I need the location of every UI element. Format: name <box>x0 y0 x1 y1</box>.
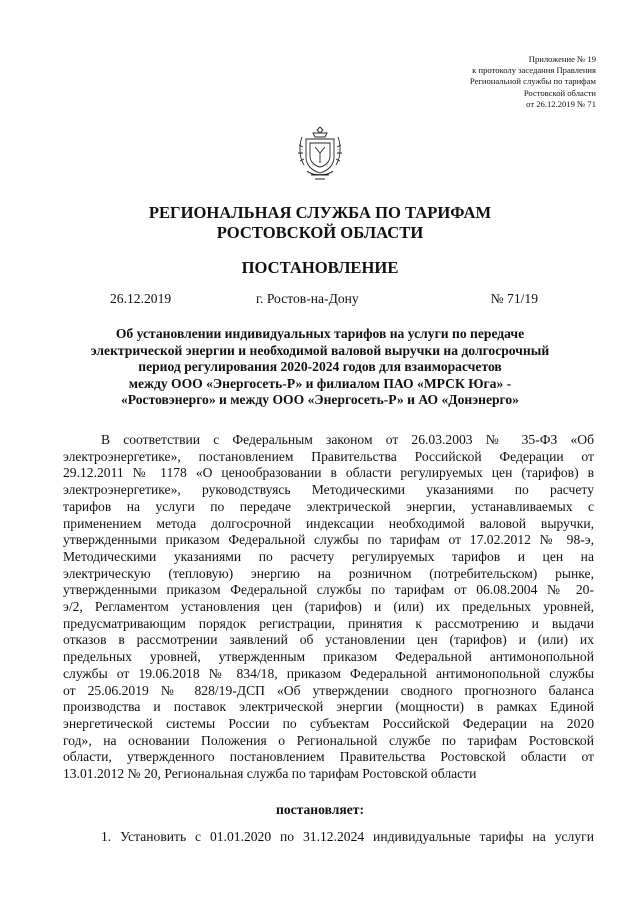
paragraph-line: электроэнергетике», руководствуясь Методическими указаниями по расчету <box>63 482 594 498</box>
paragraph-line: службы от 19.06.2018 № 834/18, приказом Федеральной антимонопольной службы <box>63 665 594 681</box>
coat-of-arms-icon <box>297 125 343 183</box>
subject-line: между ООО «Энергосеть-Р» и филиалом ПАО «МРСК Юга» - <box>128 375 512 391</box>
subject-line: «Ростовэнерго» и между ООО «Энергосеть-Р» и АО «Донэнерго» <box>121 392 519 408</box>
appendix-note <box>470 54 596 110</box>
resolve-label: постановляет: <box>276 802 364 817</box>
paragraph-line: 29.12.2011 № 1178 «О ценообразовании в области регулируемых цен (тарифов) в <box>63 465 594 481</box>
organization-name <box>0 203 640 243</box>
paragraph-line: отказов в рассмотрении заявлений об установлении цен (тарифов) и (или) их <box>63 632 594 648</box>
appendix-line: Приложение № 19 <box>528 54 596 64</box>
document-type: ПОСТАНОВЛЕНИЕ <box>241 258 399 277</box>
paragraph-line: утвержденными приказом Федеральной службы по тарифам от 17.02.2012 № 98-э, <box>63 532 594 548</box>
organization-line: РЕГИОНАЛЬНАЯ СЛУЖБА ПО ТАРИФАМ <box>148 203 492 222</box>
paragraph-line: 13.01.2012 № 20, Региональная служба по тарифам Ростовской области <box>63 766 477 782</box>
paragraph-line: В соответствии с Федеральным законом от 26.03.2003 № 35-ФЗ «Об <box>101 432 594 447</box>
appendix-line: Региональной службы по тарифам <box>469 76 596 87</box>
organization-line: РОСТОВСКОЙ ОБЛАСТИ <box>216 223 424 242</box>
paragraph-line: утвержденными приказом Федеральной службы по тарифам от 06.08.2004 № 20- <box>63 582 594 598</box>
paragraph-line: области, утвержденного постановлением Правительства Ростовской области от <box>63 749 594 765</box>
subject-line: период регулирования 2020-2024 годов для взаиморасчетов <box>138 359 502 375</box>
document-subject <box>55 326 585 409</box>
paragraph-line: применением метода долгосрочной индексации необходимой валовой выручки, <box>63 515 594 531</box>
subject-line: Об установлении индивидуальных тарифов на услуги по передаче <box>115 326 525 341</box>
document-city: г. Ростов-на-Дону <box>256 291 359 306</box>
document-date: 26.12.2019 <box>110 291 172 306</box>
appendix-line: от 26.12.2019 № 71 <box>526 98 596 109</box>
paragraph-line: Методическими указаниями по расчету регулируемых тарифов и цен на <box>63 548 594 564</box>
document-number: № 71/19 <box>490 291 538 306</box>
preamble-paragraph <box>63 432 594 783</box>
paragraph-line: от 25.06.2019 № 828/19-ДСП «Об утверждении сводного прогнозного баланса <box>63 682 594 698</box>
appendix-line: Ростовской области <box>523 87 596 98</box>
paragraph-line: год», на основании Положения о Региональной службе по тарифам Ростовской <box>63 732 594 748</box>
subject-line: электрической энергии и необходимой валовой выручки на долгосрочный <box>90 342 550 358</box>
appendix-line: к протоколу заседания Правления <box>472 65 596 76</box>
paragraph-line: электроэнергетике», постановлением Правительства Российской Федерации от <box>63 448 594 464</box>
paragraph-line: энергетической системы России по субъектам Российской Федерации на 2020 <box>63 715 594 731</box>
paragraph-line: предусматривающим порядок регистрации, принятия к рассмотрению и выдачи <box>63 615 594 631</box>
paragraph-line: производства и поставок электрической энергии (мощности) в рамках Единой <box>63 699 594 715</box>
paragraph-line: предельных уровней, утвержденным приказом Федеральной антимонопольной <box>63 649 594 665</box>
paragraph-line: электрическую (тепловую) энергию на розничном (потребительском) рынке, <box>63 565 594 581</box>
resolution-item-1: 1. Установить с 01.01.2020 по 31.12.2024 индивидуальные тарифы на услуги <box>101 829 594 844</box>
paragraph-line: тарифов на услуги по передаче электрической энергии, устанавливаемых с <box>63 498 594 514</box>
paragraph-line: э/2, Регламентом установления цен (тарифов) и (или) их предельных уровней, <box>63 599 594 615</box>
